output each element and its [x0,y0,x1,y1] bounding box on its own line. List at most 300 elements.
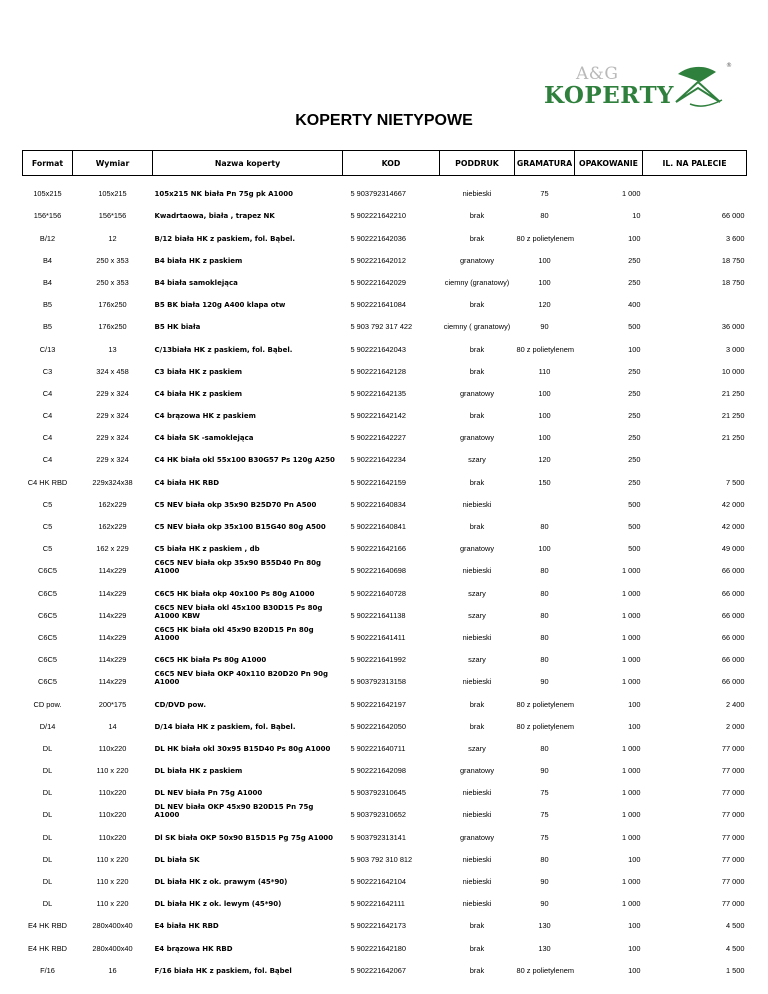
cell-wymiar: 250 x 353 [96,277,129,287]
table-row [23,797,747,819]
cell-wymiar: 324 x 458 [96,366,129,376]
cell-gramatura: 80 [540,854,549,864]
cell-wymiar: 12 [108,233,117,243]
cell-nazwa: C6C5 NEV biała okl 45x100 B30D15 Ps 80g A1000 KBW [154,603,323,620]
cell-gramatura: 80 [540,522,549,531]
cell-paleta: 7 500 [726,477,745,487]
cell-format: C6C5 [38,677,57,687]
cell-kod: 5 902221642036 [350,233,406,243]
cell-wymiar: 229 x 324 [96,455,129,465]
cell-format: C6C5 [38,566,57,576]
cell-poddruk: ciemny (granatowy) [444,277,510,287]
cell-wymiar: 114x229 [98,588,127,598]
cell-wymiar: 176x250 [98,300,127,310]
cell-kod: 5 902221642227 [350,433,406,443]
cell-kod: 5 902221642210 [350,211,406,221]
cell-paleta: 3 000 [726,344,745,354]
cell-poddruk: brak [469,411,485,421]
cell-nazwa: DL NEV biała Pn 75g A1000 [154,789,263,798]
cell-wymiar: 250 x 353 [96,255,129,265]
header-wymiar: Wymiar [73,151,153,176]
cell-opakowanie: 1 000 [622,743,641,753]
cell-gramatura: 100 [538,433,551,443]
cell-nazwa: B4 biała samoklejąca [154,278,238,287]
cell-gramatura: 75 [540,810,549,820]
cell-format: DL [42,788,53,798]
table-row [23,420,747,442]
cell-gramatura: 90 [540,899,549,909]
cell-wymiar: 16 [108,965,117,975]
cell-opakowanie: 100 [628,965,641,975]
cell-wymiar: 110 x 220 [96,877,129,886]
cell-poddruk: brak [469,366,485,376]
cell-format: DL [42,877,53,886]
cell-nazwa: E4 brązowa HK RBD [154,944,233,953]
cell-paleta: 77 000 [721,854,745,864]
table-row [23,753,747,775]
table-row [23,487,747,509]
cell-poddruk: brak [469,300,485,310]
cell-wymiar: 229 x 324 [96,388,129,398]
cell-paleta: 3 600 [726,233,745,243]
cell-gramatura: 100 [538,388,551,398]
cell-nazwa: Dl SK biała OKP 50x90 B15D15 Pg 75g A1000 [154,833,334,842]
cell-paleta: 49 000 [721,544,745,554]
cell-kod: 5 902221641138 [350,610,406,620]
cell-nazwa: B5 HK biała [154,323,201,332]
cell-gramatura: 80 z polietylenem [516,699,575,709]
cell-kod: 5 903792310645 [350,788,406,798]
cell-nazwa: B4 biała HK z paskiem [154,256,243,265]
cell-nazwa: C4 biała HK RBD [154,478,220,487]
cell-poddruk: niebieski [462,810,492,820]
cell-wymiar: 156*156 [98,211,127,221]
cell-poddruk: szary [468,455,486,465]
cell-format: C4 [42,433,53,443]
cell-paleta [643,176,747,199]
cell-opakowanie: 100 [628,699,641,709]
cell-format: C3 [42,366,53,376]
cell-format: C/13 [39,344,56,354]
cell-poddruk: szary [468,743,486,753]
cell-opakowanie: 500 [628,322,641,332]
cell-wymiar: 280x400x40 [92,943,133,953]
cell-nazwa: B/12 biała HK z paskiem, fol. Bąbel. [154,234,296,243]
cell-paleta: 21 250 [721,433,745,443]
cell-format: C4 [42,388,53,398]
cell-poddruk: niebieski [462,677,492,687]
cell-paleta: 18 750 [721,255,745,265]
cell-kod: 5 902221642135 [350,388,406,398]
cell-gramatura: 120 [538,300,551,310]
cell-wymiar: 176x250 [98,322,127,332]
cell-format: B/12 [39,233,56,243]
cell-paleta: 66 000 [721,211,745,221]
cell-poddruk: brak [469,233,485,243]
cell-format: DL [42,743,53,753]
table-row [23,864,747,886]
cell-wymiar: 162x229 [98,522,127,531]
table-row [23,930,747,952]
cell-wymiar: 114x229 [98,610,127,620]
cell-nazwa: B5 BK biała 120g A400 klapa otw [154,301,286,310]
cell-nazwa: DL HK biała okl 30x95 B15D40 Ps 80g A1000 [154,744,331,753]
cell-paleta: 66 000 [721,588,745,598]
table-row [23,575,747,597]
cell-paleta: 77 000 [721,788,745,798]
table-row [23,886,747,908]
cell-kod: 5 902221642142 [350,411,406,421]
table-row [23,331,747,353]
cell-nazwa: CD/DVD pow. [154,700,206,709]
cell-nazwa: C3 biała HK z paskiem [154,367,243,376]
cell-poddruk: niebieski [462,632,492,642]
cell-nazwa: C6C5 HK biała Ps 80g A1000 [154,656,267,665]
cell-format: B5 [42,322,53,332]
cell-opakowanie: 100 [628,854,641,864]
cell-gramatura: 90 [540,322,549,332]
cell-poddruk: szary [468,588,486,598]
cell-paleta: 21 250 [721,388,745,398]
table-row [23,819,747,841]
cell-paleta [643,287,747,309]
cell-nazwa: DL biała HK z paskiem [154,767,243,776]
cell-kod: 5 903792313141 [350,832,406,842]
table-row [23,509,747,531]
cell-opakowanie: 250 [628,388,641,398]
cell-gramatura: 100 [538,255,551,265]
cell-poddruk: niebieski [462,877,492,886]
table-row [23,953,747,975]
cell-nazwa: DL biała HK z ok. lewym (45*90) [154,900,282,909]
cell-opakowanie: 500 [628,522,641,531]
cell-wymiar: 280x400x40 [92,921,133,931]
cell-poddruk: brak [469,965,485,975]
cell-opakowanie: 1 000 [622,632,641,642]
cell-nazwa: E4 biała HK RBD [154,922,219,931]
cell-wymiar: 110 x 220 [96,766,129,776]
cell-opakowanie: 100 [628,921,641,931]
cell-format: C5 [42,499,53,509]
header-gramatura: GRAMATURA [515,151,575,176]
cell-format: C4 [42,455,53,465]
cell-wymiar: 110x220 [98,810,127,820]
cell-nazwa: C4 biała SK -samoklejąca [154,434,254,443]
cell-format: C6C5 [38,588,57,598]
cell-poddruk: brak [469,721,485,731]
cell-nazwa: C4 brązowa HK z paskiem [154,412,256,421]
page-title: KOPERTY NIETYPOWE [295,112,473,129]
cell-poddruk: brak [469,344,485,354]
cell-format: 156*156 [33,211,62,221]
cell-gramatura: 80 z polietylenem [516,965,575,975]
cell-gramatura: 120 [538,455,551,465]
cell-paleta: 42 000 [721,499,745,509]
cell-paleta: 66 000 [721,655,745,665]
cell-kod: 5 902221640711 [350,743,406,753]
cell-kod: 5 902221642067 [350,965,406,975]
registered-mark: ® [726,62,732,69]
table-row [23,265,747,287]
cell-paleta: 1 500 [726,965,745,975]
cell-nazwa: C5 biała HK z paskiem , db [154,545,260,554]
cell-gramatura [515,487,575,509]
table-row [23,642,747,664]
table-row [23,376,747,398]
cell-paleta: 4 500 [726,943,745,953]
cell-poddruk: ciemny ( granatowy) [443,322,511,332]
cell-opakowanie: 10 [632,211,641,221]
cell-paleta: 66 000 [721,610,745,620]
cell-paleta: 77 000 [721,766,745,776]
cell-kod: 5 902221642234 [350,455,406,465]
cell-kod: 5 902221640698 [350,566,406,576]
cell-nazwa: C6C5 NEV biała okp 35x90 B55D40 Pn 80g A1000 [154,559,322,576]
cell-wymiar: 110x220 [98,788,127,798]
cell-nazwa: C/13biała HK z paskiem, fol. Bąbel. [154,345,293,354]
cell-nazwa: C5 NEV biała okp 35x90 B25D70 Pn A500 [154,500,317,509]
cell-paleta: 77 000 [721,899,745,909]
cell-paleta: 66 000 [721,632,745,642]
cell-wymiar: 14 [108,721,117,731]
table-row [23,709,747,731]
cell-gramatura: 80 [540,632,549,642]
cell-format: DL [42,810,53,820]
cell-paleta: 42 000 [721,522,745,531]
cell-opakowanie: 250 [628,277,641,287]
header-paleta: IL. NA PALECIE [643,151,747,176]
logo-top-text: A&G [576,64,619,84]
table-row [23,598,747,620]
cell-kod: 5 902221641992 [350,655,406,665]
cell-kod: 5 902221642098 [350,766,406,776]
cell-wymiar: 200*175 [98,699,127,709]
cell-opakowanie: 100 [628,943,641,953]
cell-gramatura: 100 [538,544,551,554]
table-row [23,176,747,199]
cell-wymiar: 229x324x38 [92,477,133,487]
cell-paleta: 18 750 [721,277,745,287]
cell-nazwa: 105x215 NK biała Pn 75g pk A1000 [154,190,294,199]
cell-wymiar: 162x229 [98,499,127,509]
cell-poddruk: niebieski [462,899,492,909]
cell-kod: 5 902221641411 [350,632,406,642]
table-row [23,686,747,708]
cell-poddruk: brak [469,699,485,709]
envelope-bird-icon [670,62,726,108]
cell-poddruk: niebieski [462,566,492,576]
table-row [23,220,747,242]
cell-wymiar: 110x220 [98,743,127,753]
cell-wymiar: 114x229 [98,677,127,687]
header-poddruk: PODDRUK [440,151,515,176]
cell-poddruk: niebieski [462,189,492,199]
cell-nazwa: DL biała HK z ok. prawym (45*90) [154,878,288,886]
cell-opakowanie: 250 [628,411,641,421]
table-row [23,842,747,864]
cell-gramatura: 110 [538,366,551,376]
cell-nazwa: C6C5 HK biała okp 40x100 Ps 80g A1000 [154,589,315,598]
cell-poddruk: brak [469,211,485,221]
header-format: Format [23,151,73,176]
table-row [23,531,747,553]
cell-opakowanie: 1 000 [622,610,641,620]
cell-paleta: 77 000 [721,832,745,842]
cell-wymiar: 114x229 [98,655,127,665]
cell-nazwa: DL biała SK [154,855,200,864]
cell-paleta: 2 000 [726,721,745,731]
cell-format: B5 [42,300,53,310]
cell-format: C6C5 [38,655,57,665]
cell-poddruk: szary [468,655,486,665]
cell-kod: 5 903792314667 [350,189,406,199]
cell-format: B4 [42,277,53,287]
cell-poddruk: niebieski [462,788,492,798]
cell-format: DL [42,854,53,864]
cell-paleta: 4 500 [726,921,745,931]
cell-paleta: 77 000 [721,743,745,753]
cell-format: CD pow. [33,699,62,709]
cell-opakowanie: 100 [628,721,641,731]
cell-kod: 5 902221641084 [350,300,406,310]
cell-kod: 5 902221642128 [350,366,406,376]
cell-poddruk: brak [469,477,485,487]
table-row [23,553,747,575]
cell-nazwa: C5 NEV biała okp 35x100 B15G40 80g A500 [154,523,326,531]
cell-wymiar: 162 x 229 [96,544,129,554]
cell-wymiar: 229 x 324 [96,411,129,421]
cell-nazwa: D/14 biała HK z paskiem, fol. Bąbel. [154,722,296,731]
cell-wymiar: 105x215 [98,189,127,199]
cell-opakowanie: 500 [628,544,641,554]
table-row [23,243,747,265]
cell-paleta: 36 000 [721,322,745,332]
cell-paleta: 2 400 [726,699,745,709]
table-row [23,908,747,930]
cell-format: DL [42,832,53,842]
cell-opakowanie: 1 000 [622,766,641,776]
cell-opakowanie: 250 [628,366,641,376]
cell-format: C4 HK RBD [27,477,68,487]
cell-kod: 5 902221642197 [350,699,406,709]
cell-gramatura: 130 [538,921,551,931]
cell-wymiar: 114x229 [98,566,127,576]
cell-gramatura: 75 [540,189,549,199]
cell-poddruk: granatowy [459,832,495,842]
cell-opakowanie: 1 000 [622,566,641,576]
cell-kod: 5 902221642012 [350,255,406,265]
cell-opakowanie: 250 [628,477,641,487]
cell-kod: 5 902221642050 [350,721,406,731]
table-row [23,664,747,686]
cell-opakowanie: 1 000 [622,189,641,199]
cell-format: C5 [42,544,53,554]
cell-nazwa: DL NEV biała OKP 45x90 B20D15 Pn 75g A1000 [154,803,314,820]
cell-gramatura: 75 [540,788,549,798]
cell-gramatura: 100 [538,411,551,421]
cell-nazwa: C6C5 HK biała okl 45x90 B20D15 Pn 80g A1000 [154,625,314,642]
cell-poddruk: brak [469,921,485,931]
cell-kod: 5 902221642166 [350,544,406,554]
cell-format: C5 [42,522,53,531]
table-row [23,354,747,376]
header-opakowanie: OPAKOWANIE [575,151,643,176]
cell-nazwa: C4 biała HK z paskiem [154,389,243,398]
cell-format: C4 [42,411,53,421]
cell-format: E4 HK RBD [27,943,68,953]
cell-poddruk: granatowy [459,255,495,265]
cell-kod: 5 902221640841 [350,522,406,531]
header-kod: KOD [343,151,440,176]
cell-opakowanie: 250 [628,255,641,265]
cell-gramatura: 130 [538,943,551,953]
cell-kod: 5 902221642104 [350,877,406,886]
cell-poddruk: szary [468,610,486,620]
cell-format: B4 [42,255,53,265]
cell-kod: 5 902221640834 [350,499,406,509]
cell-format: F/16 [40,965,55,975]
table-row [23,198,747,220]
cell-kod: 5 902221642029 [350,277,406,287]
cell-poddruk: granatowy [459,433,495,443]
cell-format: DL [42,899,53,909]
table-row [23,442,747,464]
logo-main-text: KOPERTY [544,82,674,109]
cell-poddruk: niebieski [462,499,492,509]
cell-opakowanie: 1 000 [622,832,641,842]
cell-wymiar: 13 [108,344,117,354]
cell-opakowanie: 1 000 [622,877,641,886]
cell-kod: 5 902221642043 [350,344,406,354]
cell-paleta: 21 250 [721,411,745,421]
cell-gramatura: 90 [540,877,549,886]
cell-gramatura: 75 [540,832,549,842]
cell-paleta: 77 000 [721,877,745,886]
cell-opakowanie: 250 [628,433,641,443]
cell-opakowanie: 1 000 [622,655,641,665]
cell-opakowanie: 1 000 [622,899,641,909]
cell-format: D/14 [39,721,56,731]
cell-poddruk: granatowy [459,388,495,398]
table-row [23,775,747,797]
table-row [23,464,747,486]
cell-opakowanie: 500 [628,499,641,509]
cell-paleta: 77 000 [721,810,745,820]
header-nazwa: Nazwa koperty [153,151,343,176]
cell-gramatura: 80 [540,655,549,665]
cell-nazwa: F/16 biała HK z paskiem, fol. Bąbel [154,966,292,975]
table-header-row [23,151,747,176]
cell-paleta: 66 000 [721,566,745,576]
table-row [23,620,747,642]
table-row [23,731,747,753]
cell-nazwa: C6C5 NEV biała OKP 40x110 B20D20 Pn 90g A1000 [154,670,328,687]
table-row [23,309,747,331]
cell-kod: 5 902221642159 [350,477,406,487]
cell-format: DL [42,766,53,776]
cell-format: C6C5 [38,632,57,642]
cell-gramatura: 80 [540,588,549,598]
cell-poddruk: granatowy [459,544,495,554]
cell-kod: 5 903 792 317 422 [350,322,413,332]
cell-wymiar: 229 x 324 [96,433,129,443]
cell-kod: 5 902221642180 [350,943,406,953]
cell-opakowanie: 1 000 [622,588,641,598]
cell-kod: 5 903792310652 [350,810,406,820]
cell-wymiar: 110 x 220 [96,854,129,864]
cell-nazwa: Kwadrtaowa, biała , trapez NK [154,212,275,221]
cell-gramatura: 80 [540,610,549,620]
